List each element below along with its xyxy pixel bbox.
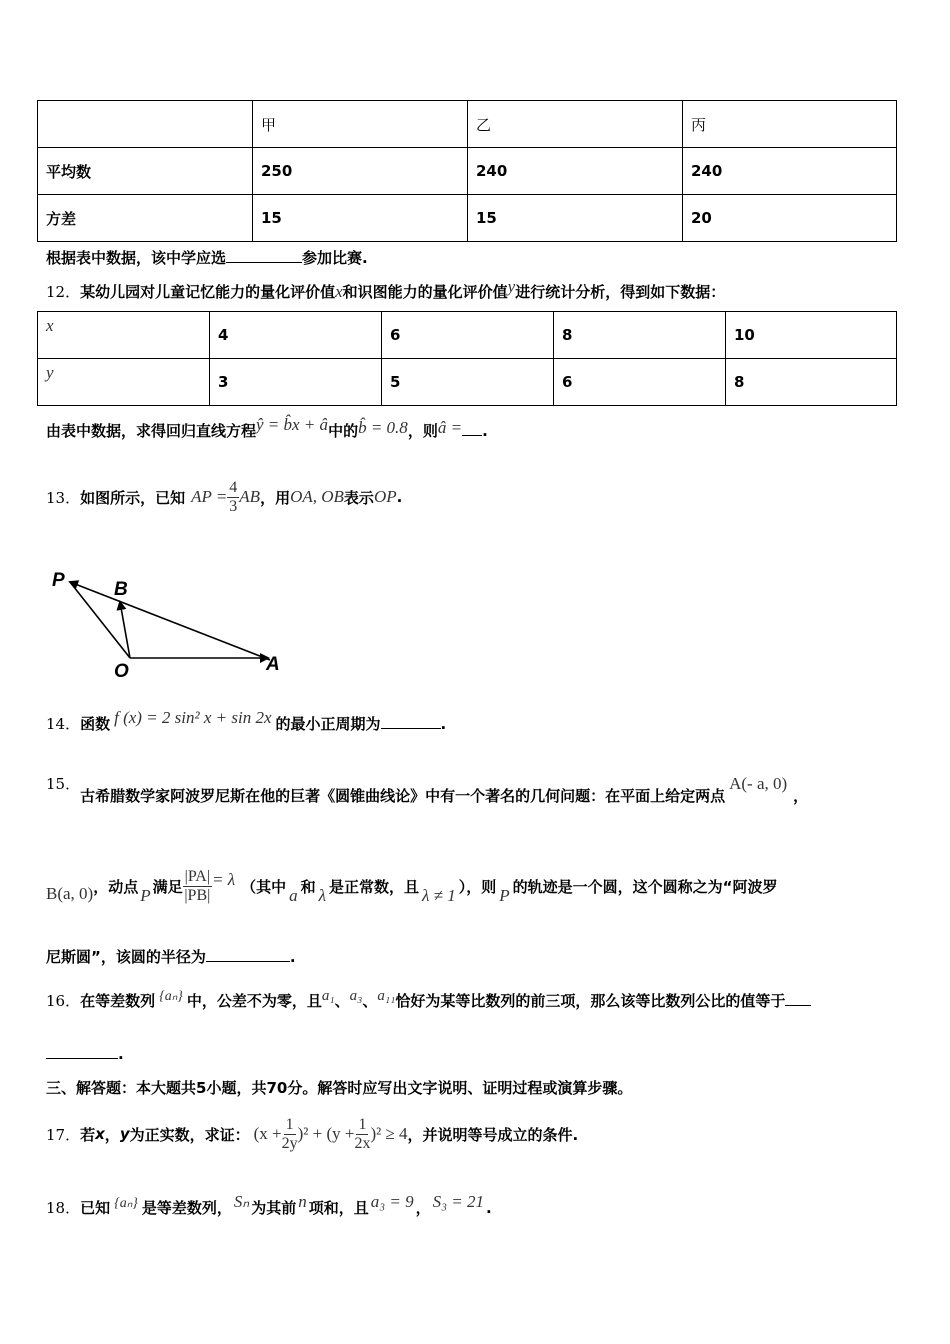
text: 为正实数，求证： (129, 1125, 250, 1144)
text: 尼斯圆”，该圆的半径为 (46, 948, 206, 966)
question-18 (46, 1192, 492, 1218)
table-cell: 15 (253, 195, 468, 242)
numerator: |PA| (184, 867, 211, 885)
math-var: x (335, 282, 343, 301)
text: 如图所示，已知 (80, 488, 186, 507)
table-cell: 8 (554, 312, 726, 359)
text: 是等差数列， (141, 1199, 232, 1217)
table-row (38, 148, 897, 195)
math-expr: λ ≠ 1 (422, 886, 456, 905)
question-number: 16． (46, 992, 81, 1010)
table-cell: 240 (468, 148, 683, 195)
math-expr: AB (239, 487, 261, 506)
fraction (354, 1116, 370, 1153)
text: 表示 (343, 488, 374, 507)
text: ，用 (260, 488, 291, 507)
text: ， (104, 1125, 120, 1144)
ratio-fraction (183, 868, 212, 905)
numerator: 1 (358, 1115, 367, 1133)
table1-conclusion (46, 247, 368, 268)
math-var: a₁ (321, 988, 335, 1004)
text: 的最小正周期为 (275, 715, 381, 733)
math-var: a (289, 886, 298, 905)
table-cell: 方差 (38, 195, 253, 242)
table-cell: 5 (382, 359, 554, 406)
data-table (37, 311, 897, 406)
math-expr: S₃ = 21 (432, 1192, 485, 1211)
label-P: P (52, 570, 65, 591)
text: 和 (300, 877, 316, 896)
question-17 (46, 1111, 578, 1157)
fraction (227, 479, 239, 516)
math-expr: â = (437, 418, 463, 437)
text: 满足 (152, 877, 183, 896)
math-var: y (507, 277, 516, 296)
math-var: x (95, 1125, 105, 1143)
math-var: y (119, 1125, 130, 1143)
table-cell: 甲 (253, 101, 468, 148)
denominator: 3 (229, 497, 238, 515)
math-expr: OP (373, 487, 397, 506)
text: . (289, 948, 296, 966)
table-cell: 6 (554, 359, 726, 406)
table-cell: 3 (210, 359, 382, 406)
text: 根据表中数据，该中学应选 (46, 249, 227, 267)
text: 某幼儿园对儿童记忆能力的量化评价值 (80, 283, 336, 301)
math-var: P (499, 886, 510, 905)
math-expr: A(- a, 0) (729, 774, 788, 793)
text: 、 (362, 992, 378, 1010)
table-cell: 250 (253, 148, 468, 195)
answer-blank (381, 714, 441, 729)
answer-blank (46, 1044, 118, 1059)
answer-blank (785, 991, 811, 1006)
math-expr: B(a, 0) (46, 884, 94, 903)
question-number: 18． (46, 1199, 81, 1217)
table-cell: 平均数 (38, 148, 253, 195)
comparison-table (37, 100, 897, 242)
question-number: 13． (46, 488, 81, 507)
math-var: a₃ (349, 988, 363, 1004)
text: ，动点 (93, 877, 139, 896)
table-cell: 20 (683, 195, 897, 242)
denominator: 2y (281, 1134, 298, 1152)
table-cell (38, 101, 253, 148)
fraction (282, 1116, 298, 1153)
table-cell: 4 (210, 312, 382, 359)
text: ， (415, 1199, 431, 1217)
question-15-line2 (46, 858, 778, 914)
table-row (38, 195, 897, 242)
denominator: |PB| (184, 886, 211, 904)
text: 若 (80, 1125, 96, 1144)
text: （其中 (241, 877, 287, 896)
math-expr: AP = (191, 487, 228, 506)
math-var: n (298, 1192, 307, 1211)
table-cell: 10 (726, 312, 897, 359)
table-header-row (38, 101, 897, 148)
text: 古希腊数学家阿波罗尼斯在他的巨著《圆锥曲线论》中有一个著名的几何问题：在平面上给定两点 (80, 787, 726, 805)
text: ， (793, 787, 809, 805)
question-13 (46, 472, 402, 522)
text: 和识图能力的量化评价值 (342, 283, 508, 301)
math-expr: f (x) = 2 sin² x + sin 2x (114, 708, 272, 727)
text: . (482, 422, 488, 440)
label-A: A (266, 654, 280, 675)
table-cell (38, 359, 210, 406)
table-cell (38, 312, 210, 359)
answer-blank (462, 421, 482, 436)
math-expr: {aₙ} (114, 1196, 138, 1211)
table-cell: 240 (683, 148, 897, 195)
text: 在等差数列 (80, 992, 156, 1010)
text: . (118, 1045, 124, 1063)
text: ，并说明等号成立的条件. (407, 1125, 579, 1144)
numerator: 1 (285, 1115, 294, 1133)
vector-OB (120, 602, 130, 658)
math-var: a₁₁ (377, 988, 396, 1004)
text: 项和，且 (308, 1199, 369, 1217)
math-expr: a₃ = 9 (370, 1192, 414, 1211)
label-O: O (114, 661, 129, 682)
table-cell: 6 (382, 312, 554, 359)
question-12 (46, 277, 726, 302)
math-var: P (140, 886, 151, 905)
text: 恰好为某等比数列的前三项，那么该等比数列公比的值等于 (395, 992, 786, 1010)
table-row (38, 312, 897, 359)
table-cell: 丙 (683, 101, 897, 148)
answer-blank (206, 947, 290, 962)
text: 函数 (80, 715, 111, 733)
text: 参加比赛. (302, 249, 368, 267)
text: 进行统计分析，得到如下数据： (515, 283, 726, 301)
math-var: λ (318, 886, 327, 905)
math-var: x (46, 316, 54, 335)
text: ，则 (407, 422, 438, 440)
question-15-line3 (46, 946, 296, 967)
text: 为其前 (251, 1199, 297, 1217)
question-12-followup (46, 415, 488, 441)
question-number: 12． (46, 283, 81, 301)
text: . (486, 1199, 492, 1217)
text: 、 (334, 992, 350, 1010)
section-3-heading: 三、解答题：本大题共5小题，共70分。解答时应写出文字说明、证明过程或演算步骤。 (46, 1079, 633, 1097)
question-number: 17． (46, 1125, 81, 1144)
question-number: 15． (46, 775, 81, 793)
table-cell: 乙 (468, 101, 683, 148)
math-expr: OA, OB (290, 487, 344, 506)
text: 中的 (328, 422, 359, 440)
label-B: B (114, 579, 128, 600)
answer-blank (226, 248, 302, 263)
math-var: y (46, 363, 54, 382)
question-number: 14． (46, 715, 81, 733)
math-expr: )² ≥ 4 (370, 1124, 408, 1143)
text: . (440, 715, 447, 733)
text: 已知 (80, 1199, 111, 1217)
vector-diagram (40, 560, 300, 690)
math-var: Sₙ (233, 1192, 250, 1211)
math-expr: )² + (y + (297, 1124, 355, 1143)
text: 中，公差不为零，且 (186, 992, 322, 1010)
math-expr: {aₙ} (159, 989, 183, 1004)
math-expr: ŷ = b̂x + â (256, 415, 329, 434)
question-16 (46, 990, 811, 1011)
question-14 (46, 708, 447, 734)
numerator: 4 (229, 478, 238, 496)
table-cell: 15 (468, 195, 683, 242)
table-cell: 8 (726, 359, 897, 406)
text: 的轨迹是一个圆，这个圆称之为“阿波罗 (512, 877, 778, 896)
math-expr: (x + (253, 1124, 282, 1143)
math-expr: = λ (212, 870, 236, 889)
question-16-line2 (46, 1044, 124, 1063)
table-row (38, 359, 897, 406)
question-15 (46, 773, 809, 805)
text: 是正常数，且 (329, 877, 420, 896)
text: ），则 (458, 877, 497, 896)
denominator: 2x (354, 1134, 371, 1152)
text: . (396, 488, 403, 506)
text: 由表中数据，求得回归直线方程 (46, 422, 257, 440)
math-expr: b̂ = 0.8 (358, 418, 408, 437)
